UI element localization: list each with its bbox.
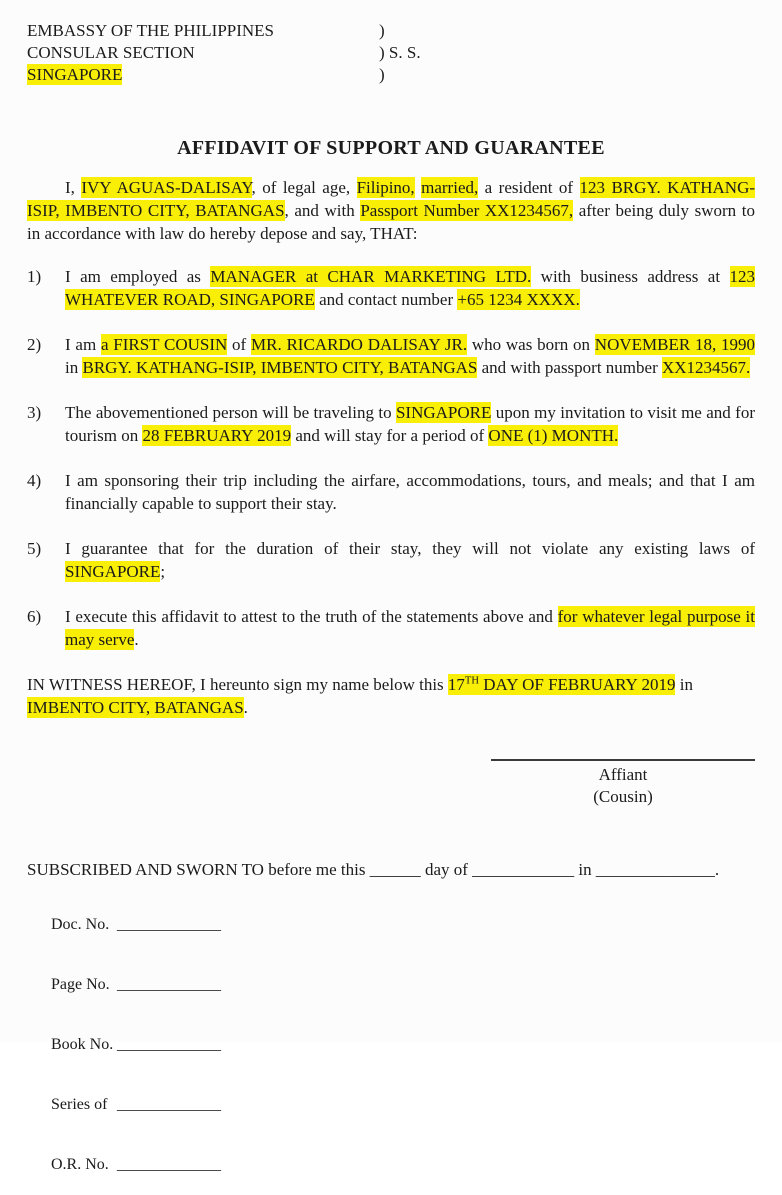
text-run: upon my invitation to visit me and for tourism on [65, 403, 755, 445]
text-run: . [243, 698, 248, 717]
text-run: and will stay for a period of [291, 426, 489, 445]
text-run: IN WITNESS HEREOF, I hereunto sign my name below this [27, 675, 448, 694]
blank-line: ______ [369, 860, 421, 879]
item-number: 2) [27, 335, 42, 354]
highlighted-text: BRGY. KATHANG-ISIP, IMBENTO CITY, BATANGAS [82, 358, 478, 377]
statement-item-6 [27, 605, 755, 651]
item-text [65, 537, 755, 583]
caption-singapore-text [27, 64, 379, 86]
item-text [65, 401, 755, 447]
caption-consular-text [27, 42, 379, 64]
highlighted-text: SINGAPORE [65, 562, 161, 581]
statement-item-5 [27, 537, 755, 583]
numbered-statements [27, 265, 755, 651]
highlighted-text: 17 [447, 675, 465, 694]
highlighted-text: SINGAPORE [395, 403, 492, 422]
text-run: I guarantee that for the duration of their stay, they will not violate any existing laws of [65, 539, 755, 558]
item-text [65, 265, 755, 311]
jurat-line [27, 858, 755, 881]
text-run: SUBSCRIBED AND SWORN TO before me this [27, 860, 370, 879]
item-number: 5) [27, 539, 42, 558]
registry-row-doc [27, 895, 755, 955]
highlighted-text: DAY OF FEBRUARY 2019 [478, 675, 676, 694]
highlighted-text: Passport Number XX1234567, [360, 201, 574, 220]
item-number: 1) [27, 267, 42, 286]
item-number: 3) [27, 403, 42, 422]
caption-paren: ) [379, 21, 385, 40]
text-run: who was born on [467, 335, 595, 354]
highlighted-text: MANAGER at CHAR MARKETING LTD. [210, 267, 532, 286]
registry-row-or [27, 1135, 755, 1195]
highlighted-text: TH [465, 674, 479, 695]
signatory-title: Affiant [598, 765, 648, 784]
text-run: EMBASSY OF THE PHILIPPINES [27, 21, 275, 40]
document-title: AFFIDAVIT OF SUPPORT AND GUARANTEE [177, 137, 605, 159]
signatory-role: (Cousin) [593, 787, 653, 806]
caption-row-singapore [27, 64, 755, 86]
blank-line: _____________ [117, 1036, 221, 1053]
registry-row-page [27, 955, 755, 1015]
text-run: in [65, 358, 83, 377]
statement-item-3 [27, 401, 755, 447]
item-text [65, 469, 755, 515]
highlighted-text: married, [421, 178, 479, 197]
text-run: and with passport number [477, 358, 662, 377]
caption-embassy-text [27, 20, 379, 42]
text-run: with business address at [531, 267, 730, 286]
caption-row-consular [27, 42, 755, 64]
text-run: in [675, 675, 693, 694]
item-text [65, 605, 755, 651]
highlighted-text: +65 1234 XXXX. [457, 290, 580, 309]
blank-line: _____________ [117, 976, 221, 993]
text-run: after being duly sworn to in accordance with law do hereby depose and say, THAT: [27, 201, 755, 243]
text-run: The abovementioned person will be traveling to [65, 403, 396, 422]
signature-block [491, 759, 755, 808]
text-run: and contact number [314, 290, 458, 309]
signature-line [491, 759, 755, 761]
statement-item-2 [27, 333, 755, 379]
highlighted-text: 123 BRGY. KATHANG-ISIP, IMBENTO CITY, BATANGAS [27, 178, 756, 220]
blank-line: ____________ [472, 860, 575, 879]
highlighted-text: XX1234567. [661, 358, 751, 377]
highlighted-text: a FIRST COUSIN [100, 335, 228, 354]
registry-label: Book No. [51, 1036, 114, 1053]
registry-row-series [27, 1075, 755, 1135]
text-run: of [227, 335, 251, 354]
text-run: . [714, 860, 720, 879]
highlighted-text: for whatever legal purpose it may serve [65, 607, 755, 649]
venue-caption [27, 20, 755, 86]
highlighted-text: 123 WHATEVER ROAD, SINGAPORE [65, 267, 755, 309]
item-text [65, 333, 755, 379]
blank-line: ______________ [595, 860, 715, 879]
intro-paragraph [27, 176, 755, 245]
blank-line: _____________ [117, 1096, 221, 1113]
witness-clause [27, 673, 755, 719]
registry-label: O.R. No. [51, 1156, 109, 1173]
highlighted-text: ONE (1) MONTH. [488, 426, 619, 445]
text-run: ; [160, 562, 166, 581]
text-run: I, [65, 178, 82, 197]
highlighted-text: SINGAPORE [27, 65, 123, 84]
blank-line: _____________ [117, 916, 221, 933]
item-number: 6) [27, 607, 42, 626]
statement-item-1 [27, 265, 755, 311]
highlighted-text: MR. RICARDO DALISAY JR. [250, 335, 468, 354]
registry-label: Page No. [51, 976, 110, 993]
text-run: CONSULAR SECTION [27, 43, 195, 62]
notarial-registry [27, 895, 755, 1195]
highlighted-text: IMBENTO CITY, BATANGAS [27, 698, 244, 717]
text-run: I am [65, 335, 101, 354]
blank-line: _____________ [117, 1156, 221, 1173]
text-run: day of [420, 860, 473, 879]
highlighted-text: 28 FEBRUARY 2019 [142, 426, 292, 445]
text-run: I am sponsoring their trip including the airfare, accommodations, tours, and meals; and that I am financially capable to support their stay. [65, 471, 755, 513]
text-run: in [574, 860, 596, 879]
text-run: I am employed as [65, 267, 211, 286]
highlighted-text: NOVEMBER 18, 1990 [594, 335, 755, 354]
text-run: I execute this affidavit to attest to the truth of the statements above and [65, 607, 558, 626]
registry-row-book [27, 1015, 755, 1075]
caption-paren-ss: ) S. S. [379, 43, 421, 62]
caption-row-embassy [27, 20, 755, 42]
statement-item-4 [27, 469, 755, 515]
caption-paren: ) [379, 65, 385, 84]
text-run: . [134, 630, 139, 649]
text-run: a resident of [478, 178, 580, 197]
highlighted-text: IVY AGUAS-DALISAY [81, 178, 252, 197]
text-run: , of legal age, [251, 178, 357, 197]
registry-label: Series of [51, 1096, 108, 1113]
item-number: 4) [27, 471, 42, 490]
text-run: , and with [284, 201, 361, 220]
registry-label: Doc. No. [51, 916, 110, 933]
highlighted-text: Filipino, [356, 178, 415, 197]
